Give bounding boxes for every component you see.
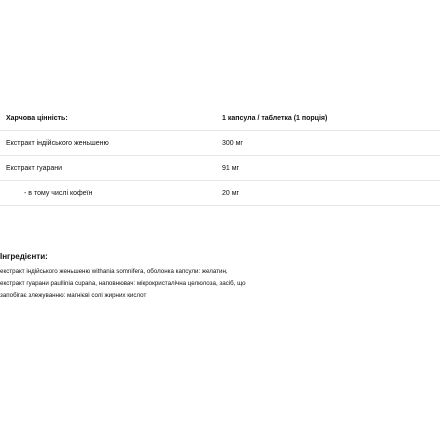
ingredients-title: Інгредієнти:	[0, 252, 48, 261]
nutrient-name: Екстракт індійського женьшеню	[6, 140, 109, 147]
ingredients-line: запобігає злежуванню: магнієві солі жирних кислот	[0, 292, 147, 299]
row-divider	[0, 130, 440, 131]
nutrient-name: - в тому числі кофеїн	[24, 190, 93, 197]
nutrition-row	[0, 187, 440, 201]
nutrient-name: Екстракт гуарани	[6, 165, 63, 172]
ingredients-line: екстракт гуарани paullinia cupana, наповнювач: мікрокристалічна целюлоза, засіб, що	[0, 280, 246, 287]
nutrition-row	[0, 162, 440, 176]
row-divider	[0, 205, 440, 206]
nutrient-value: 20 мг	[222, 190, 240, 197]
nutrition-row	[0, 137, 440, 151]
nutrient-value: 91 мг	[222, 165, 240, 172]
row-divider	[0, 180, 440, 181]
ingredients-line: екстракт індійського женьшеню withania somnifera, оболонка капсули: желатин,	[0, 268, 228, 275]
ingredients-text	[0, 266, 440, 302]
nutrition-header-row	[0, 112, 440, 126]
row-divider	[0, 155, 440, 156]
nutrient-value: 300 мг	[222, 140, 243, 147]
nutrition-header-value: 1 капсула / таблетка (1 порція)	[222, 115, 328, 122]
nutrition-header-label: Харчова цінність:	[6, 115, 68, 122]
